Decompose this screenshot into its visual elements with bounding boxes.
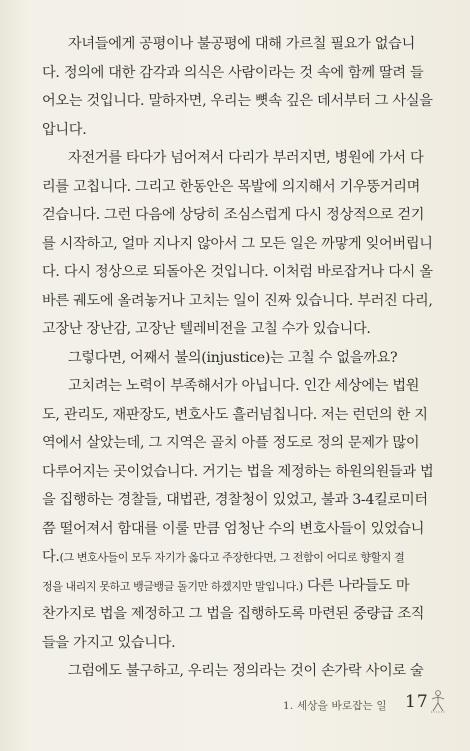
text-line: 를 시작하고, 얼마 지나지 않아서 그 모든 일은 까맣게 잊어버립니	[42, 235, 433, 252]
text-line: 바른 궤도에 올려놓거나 고치는 일이 진짜 있습니다. 부러진 다리,	[42, 292, 433, 309]
paragraph	[42, 30, 440, 144]
text-run: 다.	[42, 549, 60, 565]
text-line: 역에서 살았는데, 그 지역은 골치 아플 정도로 정의 문제가 많이	[42, 435, 420, 451]
text-line: 고장난 장난감, 고장난 텔레비전을 고칠 수가 있습니다.	[42, 321, 371, 337]
text-line: 그렇다면, 어째서 불의(injustice)는 고칠 수 없을까요?	[68, 349, 398, 366]
text-line: 다. 다시 정상으로 되돌아온 것입니다. 이처럼 바로잡거나 다시 올	[42, 264, 433, 280]
text-line: 압니다.	[42, 121, 87, 138]
text-line: 자전거를 타다가 넘어져서 다리가 부러지면, 병원에 가서 다	[68, 150, 424, 166]
paragraph	[42, 372, 440, 657]
text-line: 걷습니다. 그런 다음에 상당히 조심스럽게 다시 정상적으로 걷기	[42, 207, 425, 223]
paragraph	[42, 144, 440, 344]
text-line: 그럼에도 불구하고, 우리는 정의라는 것이 손가락 사이로 술	[68, 663, 424, 679]
text-line: 을 집행하는 경찰들, 대법관, 경찰청이 있었고, 불과 3-4킬로미터	[42, 492, 428, 508]
text-line: 다. 정의에 대한 감각과 의식은 사람이라는 것 속에 함께 딸려 들	[42, 64, 424, 81]
text-line: 쯤 떨어져서 함대를 이룰 만큼 엄청난 수의 변호사들이 있었습니	[42, 520, 425, 537]
text-line: 고치려는 노력이 부족해서가 아닙니다. 인간 세상에는 법원	[68, 378, 420, 394]
parenthetical-note: (그 변호사들이 모두 자기가 옳다고 주장한다면, 그 전함이 어디로 향할지 결	[59, 551, 405, 564]
body-text	[42, 30, 440, 686]
text-line: 들을 가지고 있습니다.	[42, 634, 176, 651]
text-line	[42, 572, 440, 601]
text-line: 자녀들에게 공평이나 불공평에 대해 가르칠 필요가 없습니	[68, 36, 415, 52]
text-line: 찬가지로 법을 제정하고 그 법을 집행하도록 마련된 중량급 조직	[42, 606, 425, 622]
text-line: 다루어지는 곳이었습니다. 거기는 법을 제정하는 하원의원들과 법	[42, 463, 434, 480]
page-number: 17	[405, 692, 429, 712]
text-line: 도, 관리도, 재판장도, 변호사도 흘러넘칩니다. 저는 런던의 한 지	[42, 406, 428, 423]
text-line: 어오는 것입니다. 말하자면, 우리는 뼛속 깊은 데서부터 그 사실을	[42, 93, 433, 109]
paragraph	[42, 344, 440, 373]
paragraph	[42, 657, 440, 686]
text-line	[42, 543, 440, 572]
page-footer	[0, 692, 470, 722]
ornament-icon	[428, 688, 448, 714]
parenthetical-note: 정을 내리지 못하고 뱅글뱅글 돌기만 하겠지만 말입니다.)	[42, 579, 303, 593]
text-line: 리를 고칩니다. 그리고 한동안은 목발에 의지해서 기우뚱거리며	[42, 178, 421, 195]
text-run: 다른 나라들도 마	[302, 577, 410, 594]
running-head: 1. 세상을 바로잡는 일	[283, 700, 387, 712]
